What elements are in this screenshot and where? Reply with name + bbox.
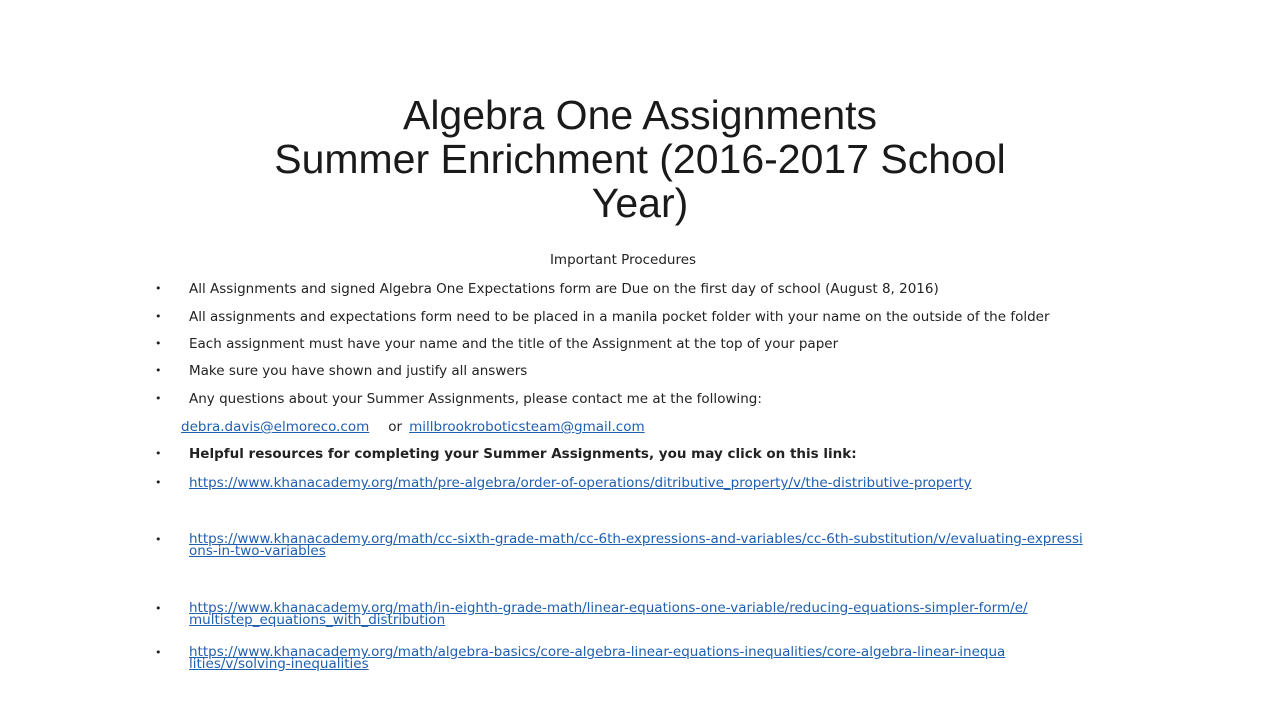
bullet-icon: •: [155, 364, 162, 377]
title-line-1: Algebra One Assignments: [402, 92, 878, 138]
contact-emails: [181, 420, 645, 434]
important-procedures-heading: Important Procedures: [549, 252, 697, 268]
procedure-text: Each assignment must have your name and the title of the Assignment at the top of your paper: [189, 336, 839, 352]
slide-title: [150, 93, 1130, 225]
bullet-icon: •: [155, 282, 162, 295]
procedure-text: Make sure you have shown and justify all answers: [189, 363, 528, 379]
resource-link-distributive-property[interactable]: https://www.khanacademy.org/math/pre-algebra/order-of-operations/ditributive_property/v/the-distributive-property: [189, 475, 972, 491]
procedure-text: All Assignments and signed Algebra One Expectations form are Due on the first day of school (August 8, 2016): [189, 281, 939, 297]
bullet-icon: •: [155, 392, 162, 405]
or-separator: or: [388, 419, 403, 435]
bullet-icon: •: [155, 447, 162, 460]
procedure-text: Any questions about your Summer Assignments, please contact me at the following:: [189, 391, 762, 407]
resource-link-multistep-equations[interactable]: https://www.khanacademy.org/math/in-eighth-grade-math/linear-equations-one-variable/reducing-equations-simpler-form/e/multistep_equations_with_distribution: [189, 600, 1028, 628]
bullet-icon: •: [155, 310, 162, 323]
resource-link-evaluating-expressions[interactable]: https://www.khanacademy.org/math/cc-sixth-grade-math/cc-6th-expressions-and-variables/cc-6th-substitution/v/evaluating-expressions-in-two-variables: [189, 531, 1083, 559]
bullet-icon: •: [155, 602, 162, 615]
procedure-text: All assignments and expectations form need to be placed in a manila pocket folder with your name on the outside of the folder: [189, 309, 1050, 325]
bullet-icon: •: [155, 646, 162, 659]
bullet-icon: •: [155, 533, 162, 546]
resource-link-solving-inequalities[interactable]: https://www.khanacademy.org/math/algebra-basics/core-algebra-linear-equations-inequalities/core-algebra-linear-inequalities/v/solving-inequalities: [189, 644, 1006, 672]
bullet-icon: •: [155, 476, 162, 489]
email-link-debra[interactable]: debra.davis@elmoreco.com: [181, 419, 370, 435]
resources-heading: Helpful resources for completing your Summer Assignments, you may click on this link:: [189, 446, 857, 462]
title-line-2: Summer Enrichment (2016-2017 School: [274, 136, 1006, 182]
email-link-robotics[interactable]: millbrookroboticsteam@gmail.com: [409, 419, 645, 435]
bullet-icon: •: [155, 337, 162, 350]
title-line-3: Year): [591, 180, 689, 226]
